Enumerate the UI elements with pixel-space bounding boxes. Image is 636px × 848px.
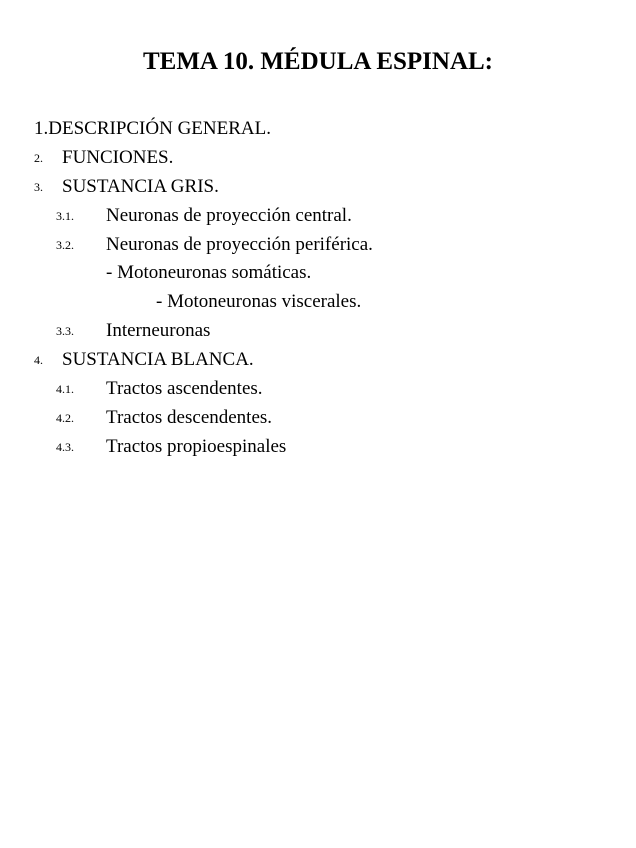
outline-item-3-2-number: 3.2. — [56, 238, 74, 252]
outline-item-3-1-number: 3.1. — [56, 209, 74, 223]
outline-item-4: SUSTANCIA BLANCA. — [62, 349, 254, 370]
outline-item-2-number: 2. — [34, 151, 43, 165]
outline-item-4-3: Tractos propioespinales — [106, 436, 287, 457]
outline-item-3: SUSTANCIA GRIS. — [62, 176, 219, 197]
outline-item-4-3-number: 4.3. — [56, 440, 74, 454]
outline-item-4-2: Tractos descendentes. — [106, 407, 273, 428]
outline-item-4-1: Tractos ascendentes. — [106, 378, 263, 399]
outline-bullet-somaticas: - Motoneuronas somáticas. — [106, 262, 312, 283]
outline-bullet-viscerales: - Motoneuronas viscerales. — [156, 291, 362, 312]
outline-item-3-number: 3. — [34, 180, 43, 194]
outline-item-4-1-number: 4.1. — [56, 382, 74, 396]
outline-item-4-2-number: 4.2. — [56, 411, 74, 425]
outline-item-1: 1.DESCRIPCIÓN GENERAL. — [34, 118, 271, 139]
page-title: TEMA 10. MÉDULA ESPINAL: — [142, 48, 494, 75]
outline-item-3-3: Interneuronas — [106, 320, 211, 341]
outline-item-3-1: Neuronas de proyección central. — [106, 205, 352, 226]
outline-item-3-3-number: 3.3. — [56, 324, 74, 338]
outline-item-3-2: Neuronas de proyección periférica. — [106, 234, 373, 255]
outline-item-4-number: 4. — [34, 353, 43, 367]
outline-item-2: FUNCIONES. — [62, 147, 174, 168]
